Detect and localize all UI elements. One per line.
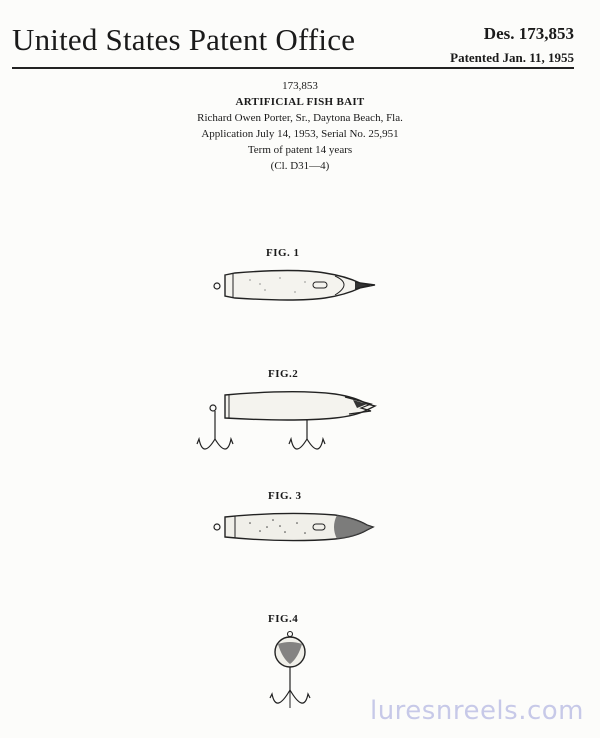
term-line: Term of patent 14 years	[247, 144, 353, 156]
office-title: United States Patent Office	[12, 22, 356, 57]
patented-date: Patented Jan. 11, 1955	[450, 50, 574, 65]
fig-3-label: FIG. 3	[268, 490, 302, 502]
patent-info	[150, 78, 450, 174]
patent-title: ARTIFICIAL FISH BAIT	[235, 96, 365, 108]
patent-number: 173,853	[282, 80, 318, 92]
watermark: luresnreels.com	[369, 696, 584, 726]
fig-2-label: FIG.2	[268, 368, 299, 380]
fig-1-lure-drawing	[205, 262, 385, 304]
fig-2-lure-with-hooks-drawing	[185, 384, 385, 466]
application-line: Application July 14, 1953, Serial No. 25,951	[201, 128, 399, 140]
fig-4-lure-front-view-drawing	[260, 628, 320, 720]
fig-3-lure-drawing	[205, 505, 385, 547]
inventor-line: Richard Owen Porter, Sr., Daytona Beach, Fla.	[197, 112, 403, 124]
classification-line: (Cl. D31—4)	[270, 160, 330, 172]
fig-4-label: FIG.4	[268, 613, 299, 625]
design-number: Des. 173,853	[483, 24, 574, 43]
header-rule	[12, 67, 574, 69]
fig-1-label: FIG. 1	[266, 247, 300, 259]
